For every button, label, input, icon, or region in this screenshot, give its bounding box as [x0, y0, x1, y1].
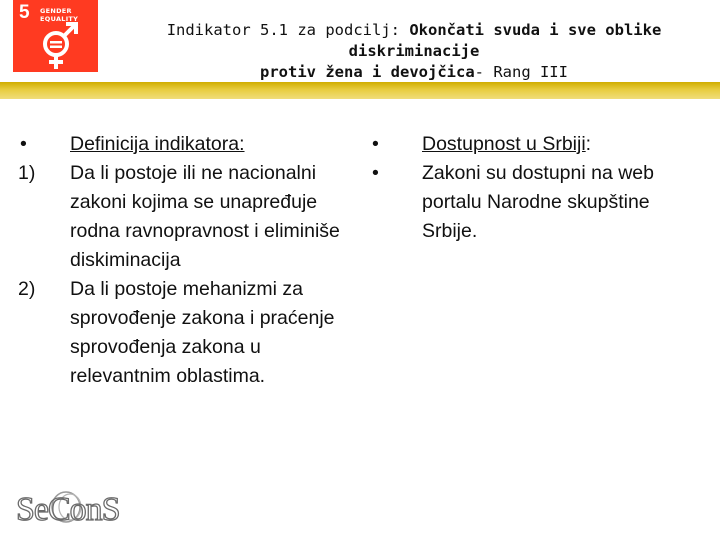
list-item-text: Zakoni su dostupni na web portalu Narodne skupštine Srbije. — [422, 162, 654, 242]
definition-heading: Definicija indikatora: — [70, 133, 245, 155]
availability-column — [370, 130, 700, 246]
accent-divider-bar — [0, 82, 720, 99]
sdg5-tile — [13, 0, 98, 72]
list-number: 2) — [18, 278, 36, 300]
gender-equality-icon — [35, 22, 81, 70]
title-prefix: Indikator 5.1 za podcilj: — [166, 21, 410, 39]
bullet-marker: • — [372, 133, 379, 155]
title-target-line1: Okončati svuda i sve oblike diskriminacije — [348, 21, 662, 60]
heading-colon: : — [585, 133, 592, 155]
title-line2 — [118, 62, 710, 83]
logo-wordmark: SeConS — [16, 491, 120, 528]
list-item-text: Da li postoje ili ne nacionalni zakoni kojima se unapređuje rodna ravnopravnost i eliminiše diskiminacija — [70, 162, 340, 271]
page-title — [118, 20, 710, 83]
title-rank: - Rang III — [474, 63, 568, 81]
sdg-goal-label-line1: GENDER — [40, 7, 72, 15]
list-item-text: Da li postoje mehanizmi za sprovođenje zakona i praćenje sprovođenja zakona u relevantnim oblastima. — [70, 278, 335, 387]
availability-heading: Dostupnost u Srbiji — [422, 133, 586, 155]
list-item — [18, 159, 348, 275]
list-item — [370, 159, 700, 246]
list-item — [18, 275, 348, 391]
availability-heading-item — [370, 130, 700, 159]
sdg-goal-number: 5 — [19, 2, 30, 23]
list-number: 1) — [18, 162, 36, 184]
indicator-definition-column — [18, 130, 348, 391]
title-target-line2: protiv žena i devojčica — [260, 63, 475, 81]
definition-heading-item — [18, 130, 348, 159]
secons-logo — [14, 486, 144, 528]
title-line1 — [118, 20, 710, 62]
bullet-marker: • — [20, 133, 27, 155]
sdg-goal-label-line2: EQUALITY — [40, 15, 79, 23]
bullet-marker: • — [372, 162, 379, 184]
